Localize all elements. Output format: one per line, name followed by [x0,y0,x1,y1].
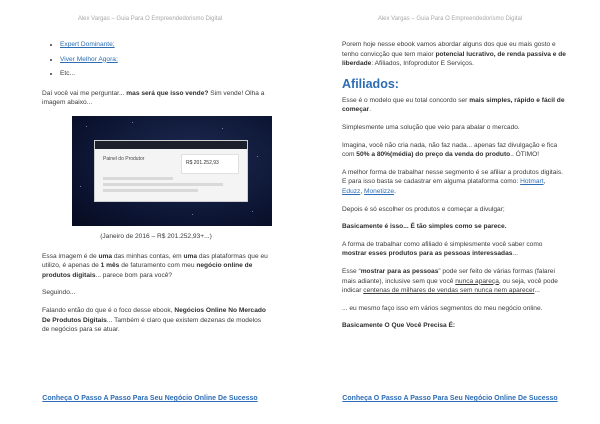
bold-text: Negócios Online No Mercado De Produtos Digitais [42,306,266,324]
text: Falando então do que é o foco desse ebook, [42,306,175,314]
text: Porem hoje nesse ebook vamos abordar alguns dos que eu mais gosto e tenho convicção que tem maior [342,41,556,58]
text: Imagina, você não cria nada, não faz nada... apenas faz divulgação e fica com [342,141,558,159]
running-header: Alex Vargas – Guia Para O Empreendedorismo Digital [77,16,223,22]
paragraph [342,267,566,296]
dashboard-balance: R$ 201.252,93 [186,159,219,166]
text: , [543,178,546,186]
text: de faturamento com meu [119,262,197,270]
bold-text: Basicamente é isso... É tão simples como se parece. [342,223,507,231]
paragraph [342,141,566,160]
text: Daí você vai me perguntar... [42,89,127,97]
bold-text: 50% a 80%(média) do preço da venda do produto [356,151,511,159]
bold-text: 1 mês [100,262,120,270]
text: Esse é o modelo que eu total concordo ser [342,96,470,104]
dashboard-balance-box [181,154,239,174]
text: ... [534,287,540,295]
paragraph [342,96,566,115]
text: . [369,106,371,114]
underlined-text: nunca apareça [455,277,499,285]
link-eduzz[interactable]: Eduzz [342,187,361,195]
figure-caption: (Janeiro de 2016 – R$ 201.252,93+...) [100,232,212,240]
paragraph: ... eu mesmo faço isso em vários segmentos do meu negócio online. [342,304,543,312]
bold-text: mostrar para as pessoas [360,267,439,275]
bullet-etc: Etc... [60,70,76,78]
bold-text: negócio online de produtos digitais [42,262,253,279]
link-monetizze[interactable]: Monetizze [364,187,395,195]
link-hotmart[interactable]: Hotmart [520,178,544,186]
list-item [60,69,270,79]
bold-text: potencial lucrativo, de renda passiva e de liberdade [342,50,566,68]
text: , [360,187,364,195]
bullet-link-expert-dominante[interactable]: Expert Dominante; [60,41,115,48]
dashboard-window [94,140,248,202]
paragraph [342,40,566,69]
dashboard-row [103,177,173,180]
running-header: Alex Vargas – Guia Para O Empreendedorismo Digital [377,16,523,22]
list-item [60,55,270,65]
text: . [394,187,396,195]
dashboard-row [103,189,198,192]
dashboard-title: Painel do Produtor [103,155,145,162]
dashboard-row [103,183,223,186]
bold-text: mais simples, rápido e fácil de começar [342,96,565,114]
text: ... [512,250,518,258]
bullet-list [42,40,270,79]
paragraph [342,240,566,259]
paragraph [42,306,270,335]
paragraph [42,89,270,108]
paragraph: Depois é só escolher os produtos e começar a divulgar; [342,205,505,213]
text: , ou seja, você pode indicar [342,277,558,295]
bold-text: uma [183,252,198,260]
footer-cta-link[interactable]: Conheça O Passo A Passo Para Seu Negócio Online De Sucesso [342,395,558,402]
list-item [60,40,270,50]
text: A forma de trabalhar como afiliado é simplesmente você saber como [342,240,543,248]
underlined-text: centenas de milhares de vendas sem nunca nem aparecer [363,287,535,295]
text: : Afiliados, Infoprodutor E Serviços. [371,60,474,68]
earnings-screenshot [72,116,272,226]
text: Esse “ [342,267,361,275]
text: Essa imagem é de [42,252,99,260]
text: das plataformas que eu utilizo, é apenas de [42,252,268,270]
section-heading-afiliados: Afiliados: [342,76,399,91]
paragraph [342,321,566,331]
text: ” pode ser feito de várias formas (falarei mais adiante), inclusive sem que você [342,267,555,285]
text: das minhas contas, em [112,252,184,260]
text: .. ÓTIMO! [510,151,540,159]
text: ... Também é claro que existem dezenas de modelos de negócios para se atuar. [42,316,262,334]
text: A melhor forma de trabalhar nesse segmento é se afiliar a produtos digitais. E para isso basta se cadastrar em alguma plataforma como: [342,168,564,186]
paragraph: Simplesmente uma solução que veio para abalar o mercado. [342,123,520,131]
paragraph [342,222,566,232]
bold-text: mas será que isso vende? [126,89,209,97]
text: Sim vende! Olha a imagem abaixo... [42,89,265,107]
bullet-link-viver-melhor-agora[interactable]: Viver Melhor Agora; [60,55,118,63]
text: ... parece bom para você? [95,271,173,279]
right-content [342,40,566,339]
paragraph [342,168,566,197]
paragraph [42,252,270,281]
right-page [300,0,600,424]
bold-text: Basicamente O Que Você Precisa É: [342,322,456,330]
dashboard-topbar [95,141,247,149]
bold-text: uma [98,252,113,260]
paragraph: Seguindo... [42,289,76,297]
bold-text: mostrar esses produtos para as pessoas interessadas [342,250,513,258]
left-content [42,40,270,343]
footer-cta-link[interactable]: Conheça O Passo A Passo Para Seu Negócio Online De Sucesso [42,395,258,402]
